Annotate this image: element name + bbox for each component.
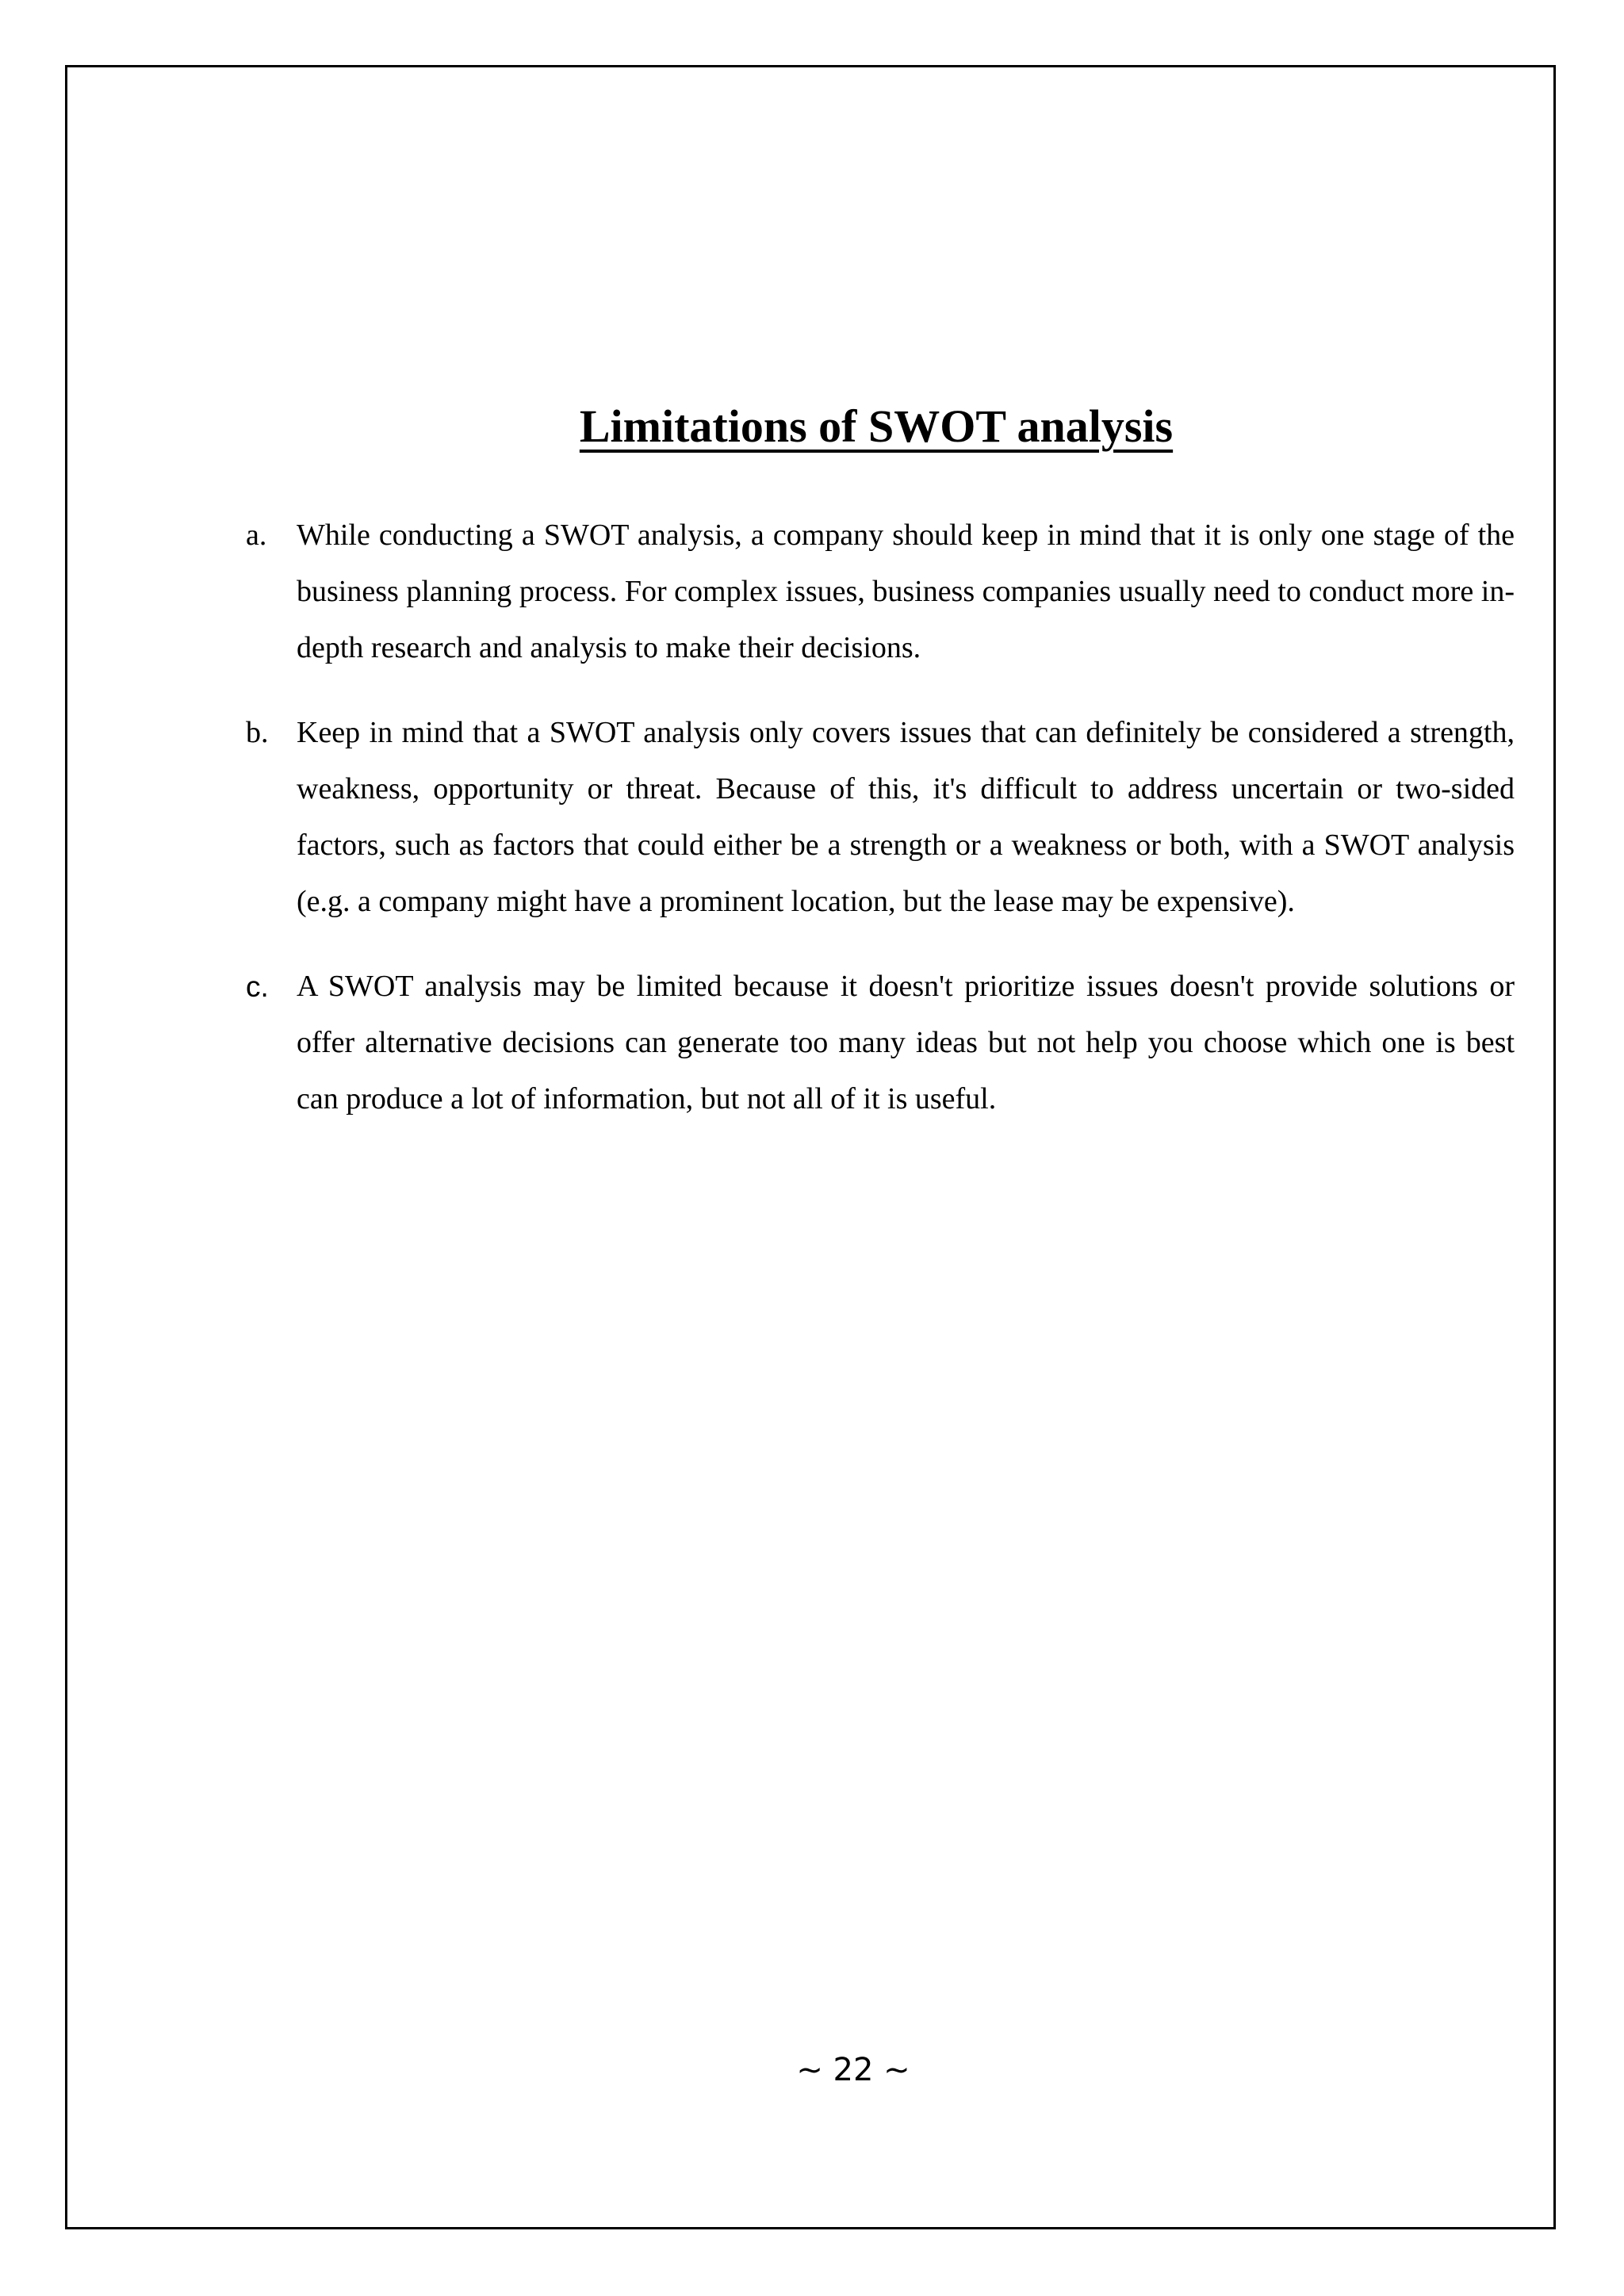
list-marker-c: c. xyxy=(246,970,269,1003)
list-item-text-a: While conducting a SWOT analysis, a company should keep in mind that it is only one stage of the business planning process. For complex issues, business companies usually need to conduct more in- depth research and analysis to make their decisions. xyxy=(297,519,1515,664)
list-item-c xyxy=(238,959,1515,1127)
limitations-list xyxy=(238,507,1515,1156)
list-item-text-c: A SWOT analysis may be limited because it doesn't prioritize issues doesn't provide solutions or offer alternative decisions can generate too many ideas but not help you choose which one is best can produce a lot of information, but not all of it is useful. xyxy=(297,970,1515,1115)
list-item-text-b: Keep in mind that a SWOT analysis only covers issues that can definitely be considered a strength, weakness, opportunity or threat. Because of this, it's difficult to address uncertain or two-sided factors, such as factors that could either be a strength or a weakness or both, with a SWOT analysis (e.g. a company might have a prominent location, but the lease may be expensive). xyxy=(297,716,1515,918)
page-number: ~ 22 ~ xyxy=(796,2052,910,2088)
list-marker-a: a. xyxy=(246,519,267,552)
list-marker-b: b. xyxy=(246,716,269,749)
list-item-a xyxy=(238,507,1515,676)
page-title: Limitations of SWOT analysis xyxy=(579,400,1174,452)
list-item-b xyxy=(238,705,1515,930)
